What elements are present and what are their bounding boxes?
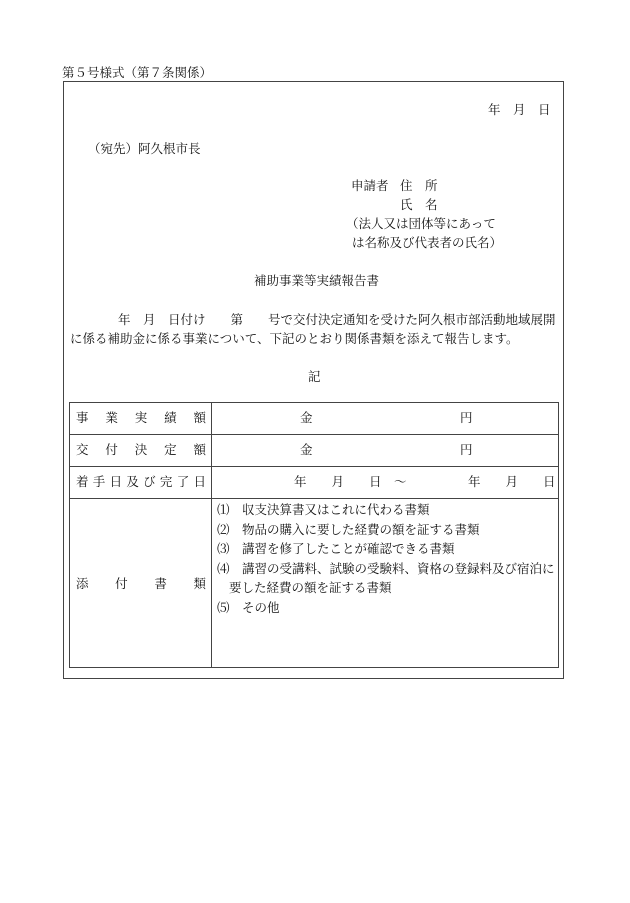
table-divider bbox=[69, 434, 559, 435]
table-divider bbox=[69, 466, 559, 467]
addressee: （宛先）阿久根市長 bbox=[88, 141, 201, 156]
jisseki-yen: 円 bbox=[460, 410, 473, 425]
attachment-list bbox=[217, 500, 555, 617]
attachment-item: ⑷ 講習の受講料、試験の受験料、資格の登録料及び宿泊に bbox=[217, 560, 555, 576]
form-number: 第５号様式（第７条関係） bbox=[62, 65, 213, 80]
row-label-period: 着 手 日 及 び 完 了 日 bbox=[76, 474, 206, 489]
jisseki-kin: 金 bbox=[300, 410, 313, 425]
table-divider bbox=[69, 498, 559, 499]
attachment-item-continuation: 要した経費の額を証する書類 bbox=[229, 580, 392, 595]
attachment-item: ⑶ 講習を修了したことが確認できる書類 bbox=[217, 541, 455, 556]
address-label: 住 所 bbox=[400, 178, 438, 193]
org-note-line2: は名称及び代表者の氏名） bbox=[352, 235, 503, 250]
report-date: 年 月 日 bbox=[488, 102, 551, 117]
body-text-line2: に係る補助金に係る事業について、下記のとおり関係書類を添えて報告します。 bbox=[70, 331, 519, 346]
period-end: 年 月 日 bbox=[468, 474, 556, 489]
row-label-kettei: 交 付 決 定 額 bbox=[76, 442, 206, 457]
row-label-jisseki: 事 業 実 績 額 bbox=[76, 410, 206, 425]
row-label-attachments: 添 付 書 類 bbox=[76, 576, 206, 591]
table-column-divider bbox=[211, 402, 212, 668]
period-start: 年 月 日 ～ bbox=[294, 474, 407, 489]
attachment-item: ⑴ 収支決算書又はこれに代わる書類 bbox=[217, 502, 430, 517]
attachment-item: ⑸ その他 bbox=[217, 599, 280, 615]
applicant-label: 申請者 bbox=[351, 178, 389, 193]
kettei-kin: 金 bbox=[300, 442, 313, 457]
org-note-line1: （法人又は団体等にあって bbox=[346, 216, 496, 231]
ki-heading: 記 bbox=[308, 369, 321, 384]
document-title: 補助事業等実績報告書 bbox=[254, 273, 380, 288]
body-text-line1: 年 月 日付け 第 号で交付決定通知を受けた阿久根市部活動地域展開 bbox=[118, 312, 556, 327]
attachment-item: ⑵ 物品の購入に要した経費の額を証する書類 bbox=[217, 521, 480, 537]
kettei-yen: 円 bbox=[460, 442, 473, 457]
name-label: 氏 名 bbox=[400, 197, 438, 212]
